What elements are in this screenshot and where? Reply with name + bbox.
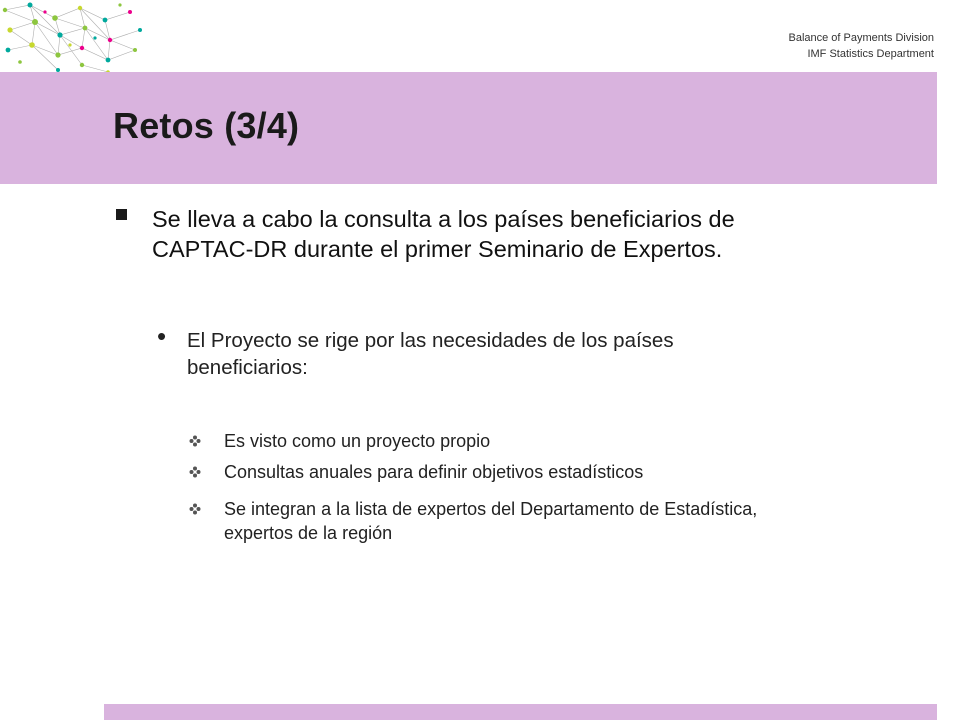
bullet-level2-text bbox=[187, 327, 887, 381]
bullet-level3-line2: expertos de la región bbox=[224, 523, 393, 543]
bullet-level3-item bbox=[224, 429, 914, 453]
bullet-level1-text bbox=[152, 204, 912, 264]
network-logo-icon bbox=[0, 0, 150, 75]
diamond-bullet-icon bbox=[189, 503, 201, 515]
slide-title: Retos (3/4) bbox=[113, 105, 300, 146]
bullet-level1-line2: CAPTAC-DR durante el primer Seminario de Expertos. bbox=[152, 236, 723, 262]
dot-bullet-icon: • bbox=[157, 321, 167, 351]
bullet-level1-line1: Se lleva a cabo la consulta a los países beneficiarios de bbox=[152, 206, 735, 232]
bullet-level3-line1: Se integran a la lista de expertos del Departamento de Estadística, bbox=[224, 499, 758, 519]
bullet-level3-item bbox=[224, 497, 914, 545]
bullet-level2-line2: beneficiarios: bbox=[187, 356, 308, 379]
bullet-level3-line1: Consultas anuales para definir objetivos estadísticos bbox=[224, 462, 644, 482]
bullet-level2-line1: El Proyecto se rige por las necesidades de los países bbox=[187, 329, 674, 352]
bullet-level3-item bbox=[224, 460, 914, 484]
bullet-level3-line1: Es visto como un proyecto propio bbox=[224, 431, 491, 451]
header-organization bbox=[788, 30, 934, 62]
square-bullet-icon bbox=[116, 209, 127, 220]
diamond-bullet-icon bbox=[189, 435, 201, 447]
diamond-bullet-icon bbox=[189, 466, 201, 478]
footer-band bbox=[104, 704, 937, 720]
header-department: IMF Statistics Department bbox=[807, 48, 934, 60]
header-division: Balance of Payments Division bbox=[788, 32, 934, 44]
